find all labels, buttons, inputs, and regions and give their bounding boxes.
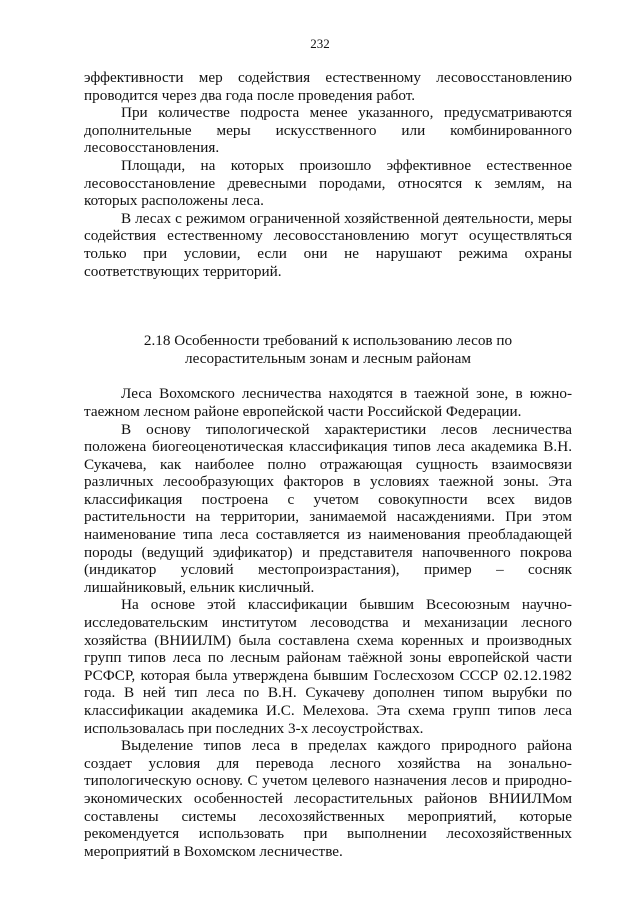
page-content — [84, 69, 572, 860]
section-title-line-1: 2.18 Особенности требований к использованию лесов по — [143, 332, 513, 350]
paragraph-continued: эффективности мер содействия естественному лесовосстановлению проводится через два года после проведения работ. — [84, 69, 572, 104]
paragraph: В лесах с режимом ограниченной хозяйственной деятельности, меры содействия естественному лесовосстановлению могут осуществляться только при условии, если они не нарушают режима охраны соответствующих территорий. — [84, 209, 572, 280]
paragraph: Площади, на которых произошло эффективное естественное лесовосстановление древесными породами, относятся к землям, на которых расположены леса. — [84, 156, 572, 210]
paragraph: Леса Вохомского лесничества находятся в таежной зоне, в южно-таежном лесном районе европейской части Российской Федерации. — [84, 385, 572, 420]
paragraph: В основу типологической характеристики лесов лесничества положена биогеоценотическая классификация типов леса академика В.Н. Сукачева, как наиболее полно отражающая сущность взаимосвязи различных лесообразующих факторов в условиях таежной зоны. Эта классификация построена с учетом совокупности всех видов растительности на территории, занимаемой насаждениями. При этом наименование типа леса составляется из наименования преобладающей породы (ведущий эдификатор) и представителя напочвенного покрова (индикатор условий местопроизрастания), пример – сосняк лишайниковый, ельник кисличный. — [84, 420, 572, 596]
paragraph: При количестве подроста менее указанного, предусматриваются дополнительные меры искусственного или комбинированного лесовосстановления. — [84, 104, 572, 157]
paragraph: На основе этой классификации бывшим Всесоюзным научно-исследовательским институтом лесоводства и механизации лесного хозяйства (ВНИИЛМ) была составлена схема коренных и производных групп типов леса по лесным районам таёжной зоны европейской части РСФСР, которая была утверждена бывшим Гослесхозом СССР 02.12.1982 года. В ней тип леса по В.Н. Сукачеву дополнен типом вырубки по классификации академика И.С. Мелехова. Эта схема групп типов леса использовалась при последних 3-х лесоустройствах. — [84, 596, 572, 737]
section-heading — [84, 332, 572, 367]
heading-spacer — [84, 367, 572, 385]
section-title-line-2: лесорастительным зонам и лесным районам — [185, 349, 471, 367]
paragraph: Выделение типов леса в пределах каждого природного района создает условия для перевода лесного хозяйства на зонально-типологическую основу. С учетом целевого назначения лесов и природно-экономических особенностей лесорастительных районов ВНИИЛМом составлены системы лесохозяйственных мероприятий, которые рекомендуется использовать при выполнении лесохозяйственных мероприятий в Вохомском лесничестве. — [84, 737, 572, 860]
section-spacer — [84, 280, 572, 332]
page-number: 232 — [310, 36, 330, 51]
